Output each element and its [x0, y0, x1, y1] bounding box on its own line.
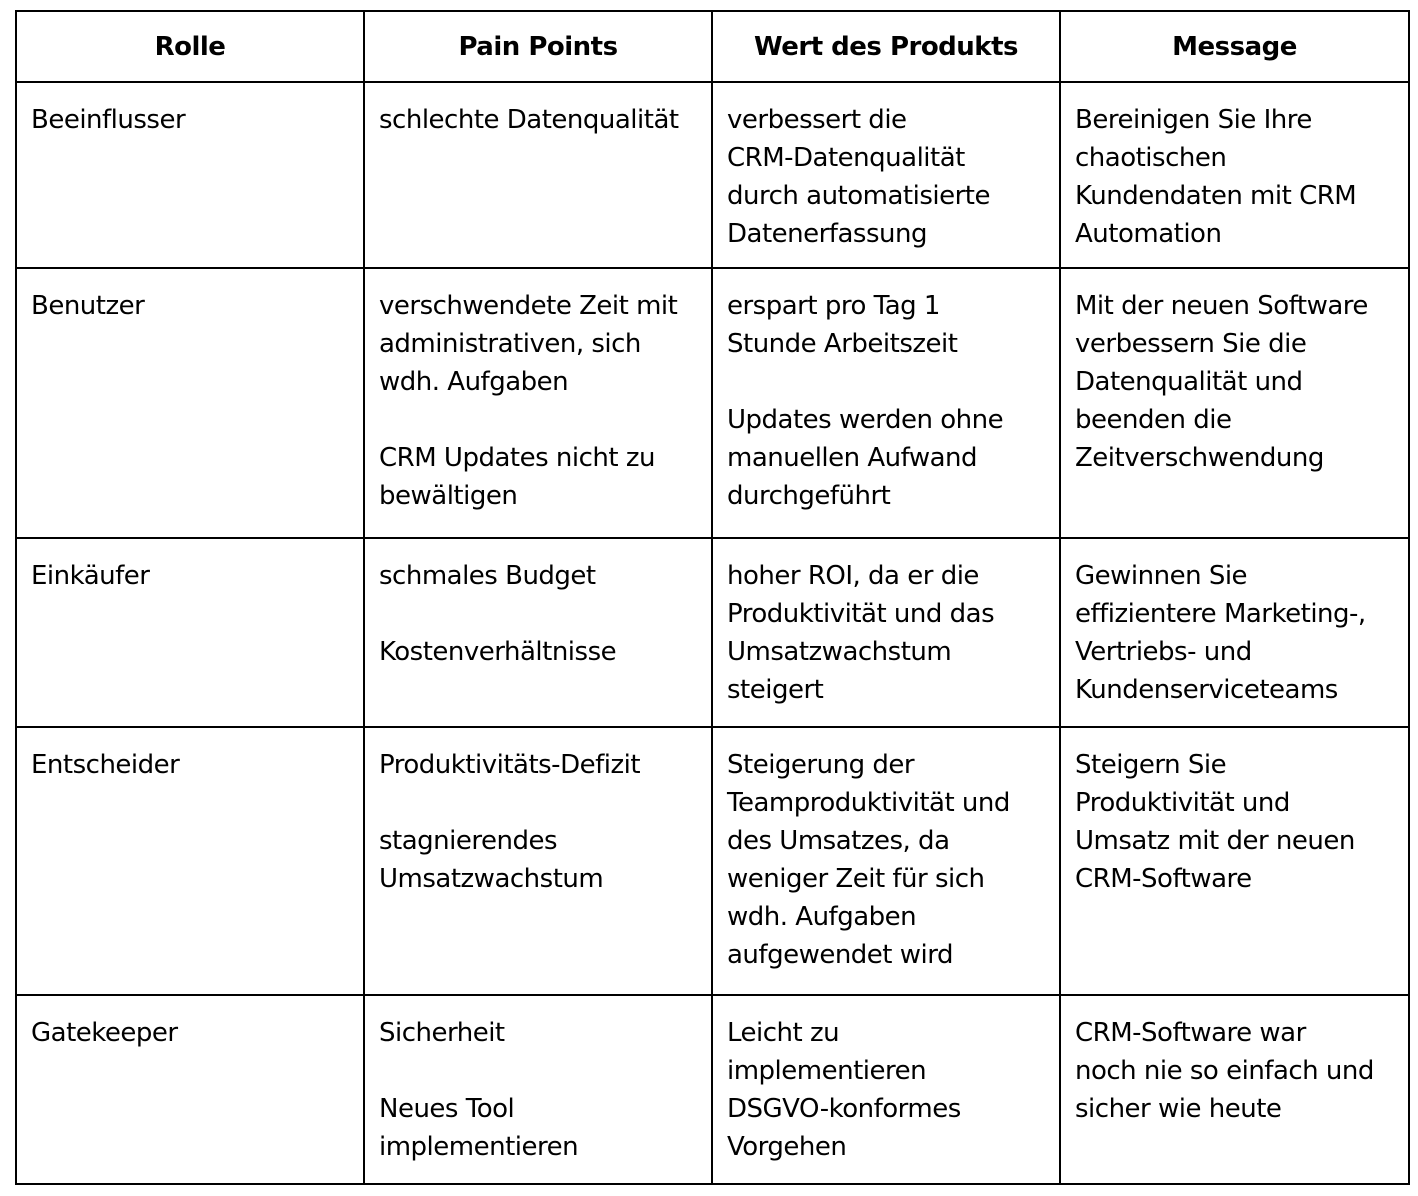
cell-message [1060, 727, 1409, 995]
cell-paragraph [1075, 557, 1400, 709]
cell-text: Neues Tool [379, 1094, 515, 1124]
cell-pain-points [364, 727, 712, 995]
cell-text: administrativen, sich [379, 329, 641, 359]
cell-paragraph [1075, 287, 1400, 477]
cell-text: Kundendaten mit CRM [1075, 181, 1357, 211]
cell-text: steigert [727, 675, 824, 705]
cell-paragraph [379, 287, 703, 401]
cell-text: Automation [1075, 219, 1222, 249]
cell-text: Umsatzwachstum [379, 864, 604, 894]
cell-text: Produktivitäts-Defizit [379, 750, 641, 780]
cell-wert-des-produkts [712, 727, 1060, 995]
cell-text: Gewinnen Sie [1075, 561, 1248, 591]
cell-pain-points [364, 538, 712, 727]
cell-rolle [16, 82, 364, 268]
cell-text: wdh. Aufgaben [727, 902, 917, 932]
header-row [16, 11, 1409, 82]
cell-text: beenden die [1075, 405, 1232, 435]
cell-paragraph [379, 101, 703, 139]
cell-paragraph [1075, 1014, 1400, 1128]
buyer-persona-table [15, 10, 1410, 1185]
table-body [16, 82, 1409, 1184]
cell-text: schmales Budget [379, 561, 596, 591]
cell-text: Vorgehen [727, 1132, 847, 1162]
cell-paragraph [727, 557, 1051, 709]
table-row [16, 538, 1409, 727]
cell-wert-des-produkts [712, 82, 1060, 268]
cell-paragraph [727, 746, 1051, 974]
cell-paragraph [727, 401, 1051, 515]
cell-paragraph [727, 287, 1051, 363]
cell-pain-points [364, 268, 712, 538]
cell-text: verbessert die [727, 105, 907, 135]
cell-paragraph [1075, 746, 1400, 898]
cell-message [1060, 538, 1409, 727]
cell-text: bewältigen [379, 481, 518, 511]
cell-wert-des-produkts [712, 538, 1060, 727]
cell-text: implementieren [379, 1132, 579, 1162]
cell-text: Einkäufer [31, 561, 150, 591]
cell-text: Kostenverhältnisse [379, 637, 617, 667]
header-pain-points: Pain Points [364, 11, 712, 82]
cell-text: Datenqualität und [1075, 367, 1303, 397]
cell-text: Bereinigen Sie Ihre [1075, 105, 1312, 135]
cell-text: CRM-Software war [1075, 1018, 1306, 1048]
cell-text: Beeinflusser [31, 105, 186, 135]
cell-text: Stunde Arbeitszeit [727, 329, 958, 359]
cell-text: Umsatzwachstum [727, 637, 952, 667]
cell-text: DSGVO-konformes [727, 1094, 961, 1124]
cell-text: effizientere Marketing-, [1075, 599, 1366, 629]
cell-message [1060, 995, 1409, 1184]
cell-paragraph [379, 746, 703, 784]
cell-wert-des-produkts [712, 995, 1060, 1184]
cell-rolle [16, 727, 364, 995]
cell-text: Benutzer [31, 291, 145, 321]
cell-text: wdh. Aufgaben [379, 367, 569, 397]
cell-text: hoher ROI, da er die [727, 561, 979, 591]
cell-pain-points [364, 82, 712, 268]
cell-rolle [16, 268, 364, 538]
cell-text: noch nie so einfach und [1075, 1056, 1374, 1086]
cell-text: Steigerung der [727, 750, 915, 780]
header-message: Message [1060, 11, 1409, 82]
cell-message [1060, 268, 1409, 538]
cell-pain-points [364, 995, 712, 1184]
cell-text: CRM Updates nicht zu [379, 443, 655, 473]
cell-text: Vertriebs- und [1075, 637, 1252, 667]
cell-text: Updates werden ohne [727, 405, 1004, 435]
cell-wert-des-produkts [712, 268, 1060, 538]
table-row [16, 268, 1409, 538]
cell-text: sicher wie heute [1075, 1094, 1282, 1124]
cell-text: weniger Zeit für sich [727, 864, 985, 894]
cell-text: Umsatz mit der neuen [1075, 826, 1355, 856]
cell-text: Mit der neuen Software [1075, 291, 1368, 321]
header-rolle: Rolle [16, 11, 364, 82]
cell-paragraph [727, 101, 1051, 253]
cell-text: Datenerfassung [727, 219, 927, 249]
cell-text: Steigern Sie [1075, 750, 1227, 780]
cell-text: verschwendete Zeit mit [379, 291, 678, 321]
cell-paragraph [1075, 101, 1400, 253]
cell-paragraph [379, 822, 703, 898]
cell-text: CRM-Datenqualität [727, 143, 965, 173]
cell-text: Produktivität und [1075, 788, 1290, 818]
cell-text: durchgeführt [727, 481, 891, 511]
cell-text: durch automatisierte [727, 181, 990, 211]
cell-text: aufgewendet wird [727, 940, 953, 970]
cell-paragraph [727, 1014, 1051, 1166]
cell-text: CRM-Software [1075, 864, 1252, 894]
cell-rolle [16, 538, 364, 727]
cell-paragraph [379, 1014, 703, 1052]
cell-paragraph [379, 633, 703, 671]
header-wert-des-produkts: Wert des Produkts [712, 11, 1060, 82]
cell-text: des Umsatzes, da [727, 826, 950, 856]
cell-rolle [16, 995, 364, 1184]
cell-text: Entscheider [31, 750, 180, 780]
cell-text: Produktivität und das [727, 599, 995, 629]
table-row [16, 82, 1409, 268]
cell-text: Kundenserviceteams [1075, 675, 1338, 705]
cell-text: Leicht zu [727, 1018, 840, 1048]
table-row [16, 727, 1409, 995]
cell-text: Gatekeeper [31, 1018, 178, 1048]
cell-paragraph [379, 557, 703, 595]
cell-text: Zeitverschwendung [1075, 443, 1324, 473]
cell-paragraph [379, 1090, 703, 1166]
cell-text: Sicherheit [379, 1018, 505, 1048]
cell-paragraph [379, 439, 703, 515]
cell-message [1060, 82, 1409, 268]
table-row [16, 995, 1409, 1184]
cell-text: verbessern Sie die [1075, 329, 1307, 359]
cell-text: Teamproduktivität und [727, 788, 1010, 818]
cell-text: chaotischen [1075, 143, 1227, 173]
cell-text: manuellen Aufwand [727, 443, 978, 473]
cell-text: erspart pro Tag 1 [727, 291, 940, 321]
cell-text: schlechte Datenqualität [379, 105, 679, 135]
cell-text: implementieren [727, 1056, 927, 1086]
cell-text: stagnierendes [379, 826, 558, 856]
